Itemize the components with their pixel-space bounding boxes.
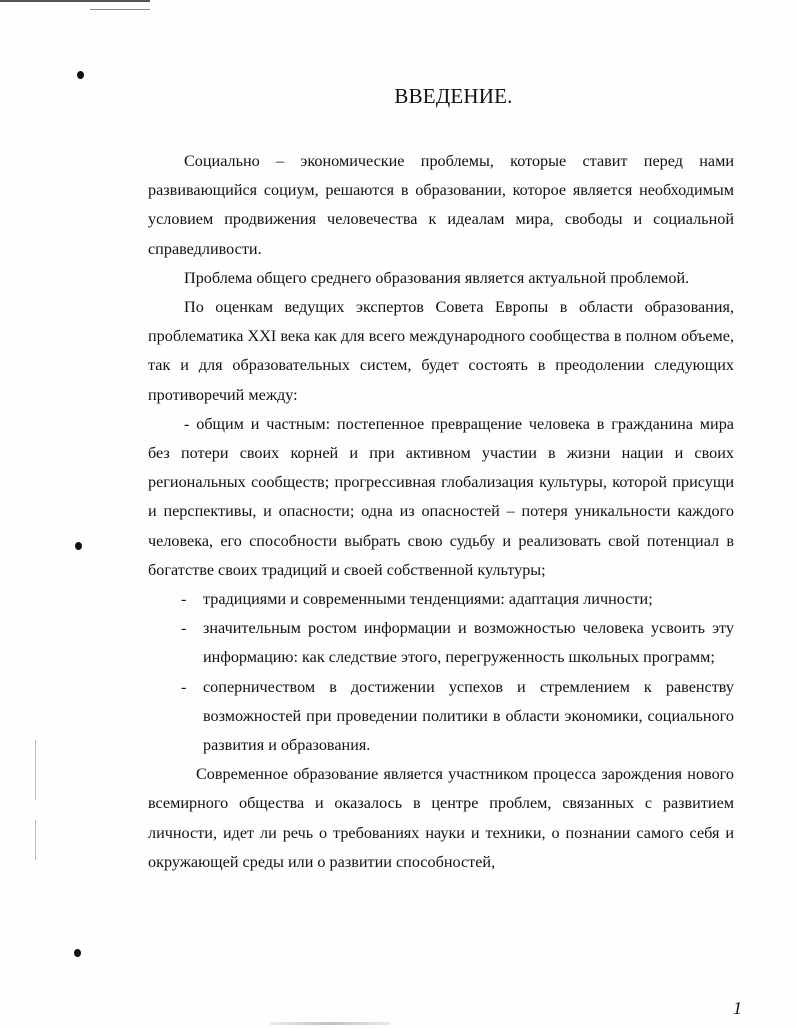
scan-artifact-top-line: [0, 0, 150, 2]
punch-hole-dot: [75, 542, 82, 550]
list-dash: -: [181, 677, 187, 696]
punch-hole-dot: [74, 949, 81, 957]
page-number: 1: [733, 998, 742, 1018]
list-item-text: традициями и современными тенденциями: адаптация личности;: [203, 590, 653, 609]
paragraph-social-problems: Социально – экономические проблемы, которые ставит перед нами развивающийся социум, решаются в образовании, которое является необходимым условием продвижения человечества к идеалам мира, свободы и социальной справедливости.: [148, 152, 734, 258]
list-item: [148, 673, 734, 761]
scan-artifact-edge-mark: [35, 820, 36, 860]
paragraph-modern-education: Современное образование является участником процесса зарождения нового всемирного общества и оказалось в центре проблем, связанных с развитием личности, идет ли речь о требованиях науки и техники, о познании самого себя и окружающей среды или о развитии способностей,: [148, 765, 734, 871]
paragraph-council-of-europe: По оценкам ведущих экспертов Совета Европы в области образования, проблематика XXI века как для всего международного сообщества в полном объеме, так и для образовательных систем, будет состоять в преодолении следующих противоречий между:: [148, 298, 734, 404]
punch-hole-dot: [77, 71, 84, 79]
paragraph-general-and-particular: - общим и частным: постепенное превращение человека в гражданина мира без потери своих корней и при активном участии в жизни нации и своих региональных сообществ; прогрессивная глобализация культуры, которой присущи и перспективы, и опасности; одна из опасностей – потеря уникальности каждого человека, его способности выбрать свою судьбу и реализовать свой потенциал в богатстве своих традиций и своей собственной культуры;: [148, 414, 734, 579]
scan-artifact-top-line-secondary: [90, 9, 150, 10]
contradictions-list: [148, 585, 734, 760]
page-title: ВВЕДЕНИЕ.: [394, 84, 513, 108]
list-item-text: соперничеством в достижении успехов и стремлением к равенству возможностей при проведении политики в области экономики, социального развития и образования.: [203, 677, 734, 755]
paragraph-secondary-education: Проблема общего среднего образования является актуальной проблемой.: [184, 268, 690, 287]
document-body: [148, 147, 734, 877]
list-item-text: значительным ростом информации и возможностью человека усвоить эту информацию: как следствие этого, перегруженность школьных программ;: [203, 619, 734, 667]
list-dash: -: [181, 619, 187, 638]
list-item: [148, 614, 734, 672]
scan-artifact-edge-mark: [35, 740, 36, 800]
list-item: [148, 585, 734, 614]
scan-artifact-bottom-smudge: [270, 1022, 390, 1025]
list-dash: -: [181, 590, 187, 609]
